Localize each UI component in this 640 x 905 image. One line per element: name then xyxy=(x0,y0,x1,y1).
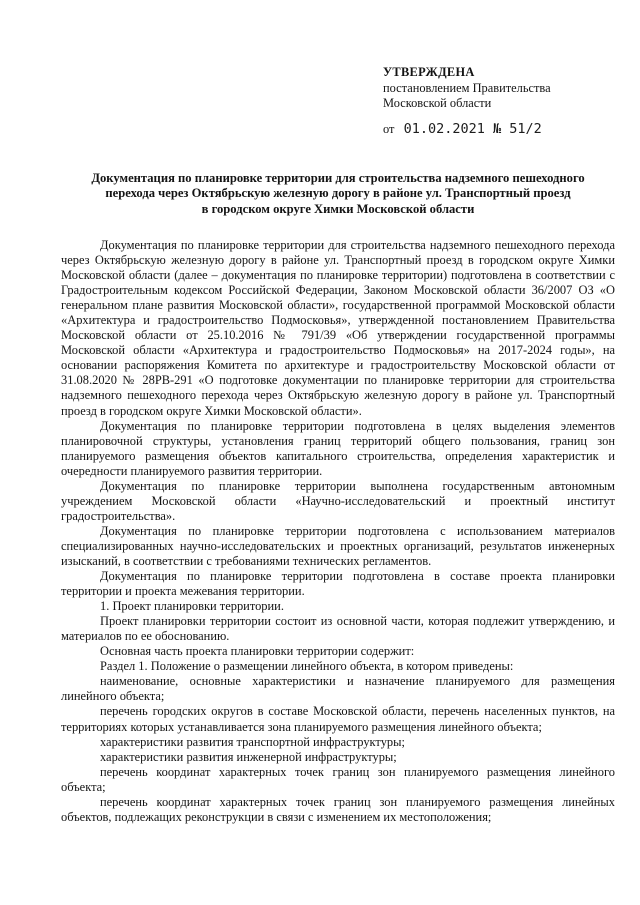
approval-line-2: Московской области xyxy=(383,96,492,110)
approval-date-prefix: от xyxy=(383,121,395,136)
approval-date-number: 01.02.2021 № 51/2 xyxy=(403,120,542,137)
approval-block xyxy=(383,65,551,137)
list-item-name: наименование, основные характеристики и назначение планируемого для размещения линейного объекта; xyxy=(61,674,615,704)
approval-line-1: постановлением Правительства xyxy=(383,80,551,95)
paragraph-materials: Документация по планировке территории подготовлена с использованием материалов специализированных научно-исследовательских и проектных организаций, результатов инженерных изысканий, в соответствии с требованиями технических регламентов. xyxy=(61,523,615,568)
title-line-3: в городском округе Химки Московской области xyxy=(201,201,475,216)
paragraph-planning-project: 1. Проект планировки территории. xyxy=(100,599,284,614)
approval-stamp: УТВЕРЖДЕНА xyxy=(383,65,475,79)
approval-date-line xyxy=(383,122,551,138)
title-line-2: перехода через Октябрьскую железную дорогу в районе ул. Транспортный проезд xyxy=(105,186,571,201)
list-item-transport: характеристики развития транспортной инфраструктуры; xyxy=(100,734,405,749)
paragraph-main-part: Основная часть проекта планировки территории содержит: xyxy=(100,644,415,659)
list-item-coordinates-reconstruction: перечень координат характерных точек границ зон планируемого размещения линейных объектов, подлежащих реконструкции в связи с изменением их местоположения; xyxy=(61,794,615,824)
list-item-engineering: характеристики развития инженерной инфраструктуры; xyxy=(100,749,397,764)
paragraph-executor: Документация по планировке территории выполнена государственным автономным учреждением Московской области «Научно-исследовательский и проектный институт градостроительства». xyxy=(61,478,615,523)
paragraph-section-1: Раздел 1. Положение о размещении линейного объекта, в котором приведены: xyxy=(100,659,514,674)
paragraph-composition: Документация по планировке территории подготовлена в составе проекта планировки территории и проекта межевания территории. xyxy=(61,569,615,599)
title-line-1: Документация по планировке территории для строительства надземного пешеходного xyxy=(91,171,585,185)
document-body xyxy=(61,238,615,825)
list-item-coordinates: перечень координат характерных точек границ зон планируемого размещения линейного объекта; xyxy=(61,764,615,794)
paragraph-purpose: Документация по планировке территории подготовлена в целях выделения элементов планировочной структуры, установления границ территорий общего пользования, границ зон планируемого размещения объектов капитального строительства, определения характеристик и очередности планируемого развития территории. xyxy=(61,418,615,478)
paragraph-intro: Документация по планировке территории для строительства надземного пешеходного перехода через Октябрьскую железную дорогу в районе ул. Транспортный проезд в городском округе Химки Московской области (далее – документация по планировке территории) подготовлена в соответствии с Градостроительным кодексом Российской Федерации, Законом Московской области 36/2007 ОЗ «О генеральном плане развития Московской области», государственной программой Московской области «Архитектура и градостроительство Подмосковья», утвержденной постановлением Правительства Московской области от 25.10.2016 № 791/39 «Об утверждении государственной программы Московской области «Архитектура и градостроительство Подмосковья» на 2017-2024 годы», на основании распоряжения Комитета по архитектуре и градостроительству Московской области от 31.08.2020 № 28РВ-291 «О подготовке документации по планировке территории для строительства надземного пешеходного перехода через Октябрьскую железную дорогу в районе ул. Транспортный проезд в городском округе Химки Московской области». xyxy=(61,238,615,418)
list-item-districts: перечень городских округов в составе Московской области, перечень населенных пунктов, на территориях которых устанавливается зона планируемого размещения линейного объекта; xyxy=(61,704,615,734)
document-title xyxy=(60,171,616,217)
paragraph-project-structure: Проект планировки территории состоит из основной части, которая подлежит утверждению, и материалов по ее обоснованию. xyxy=(61,614,615,644)
